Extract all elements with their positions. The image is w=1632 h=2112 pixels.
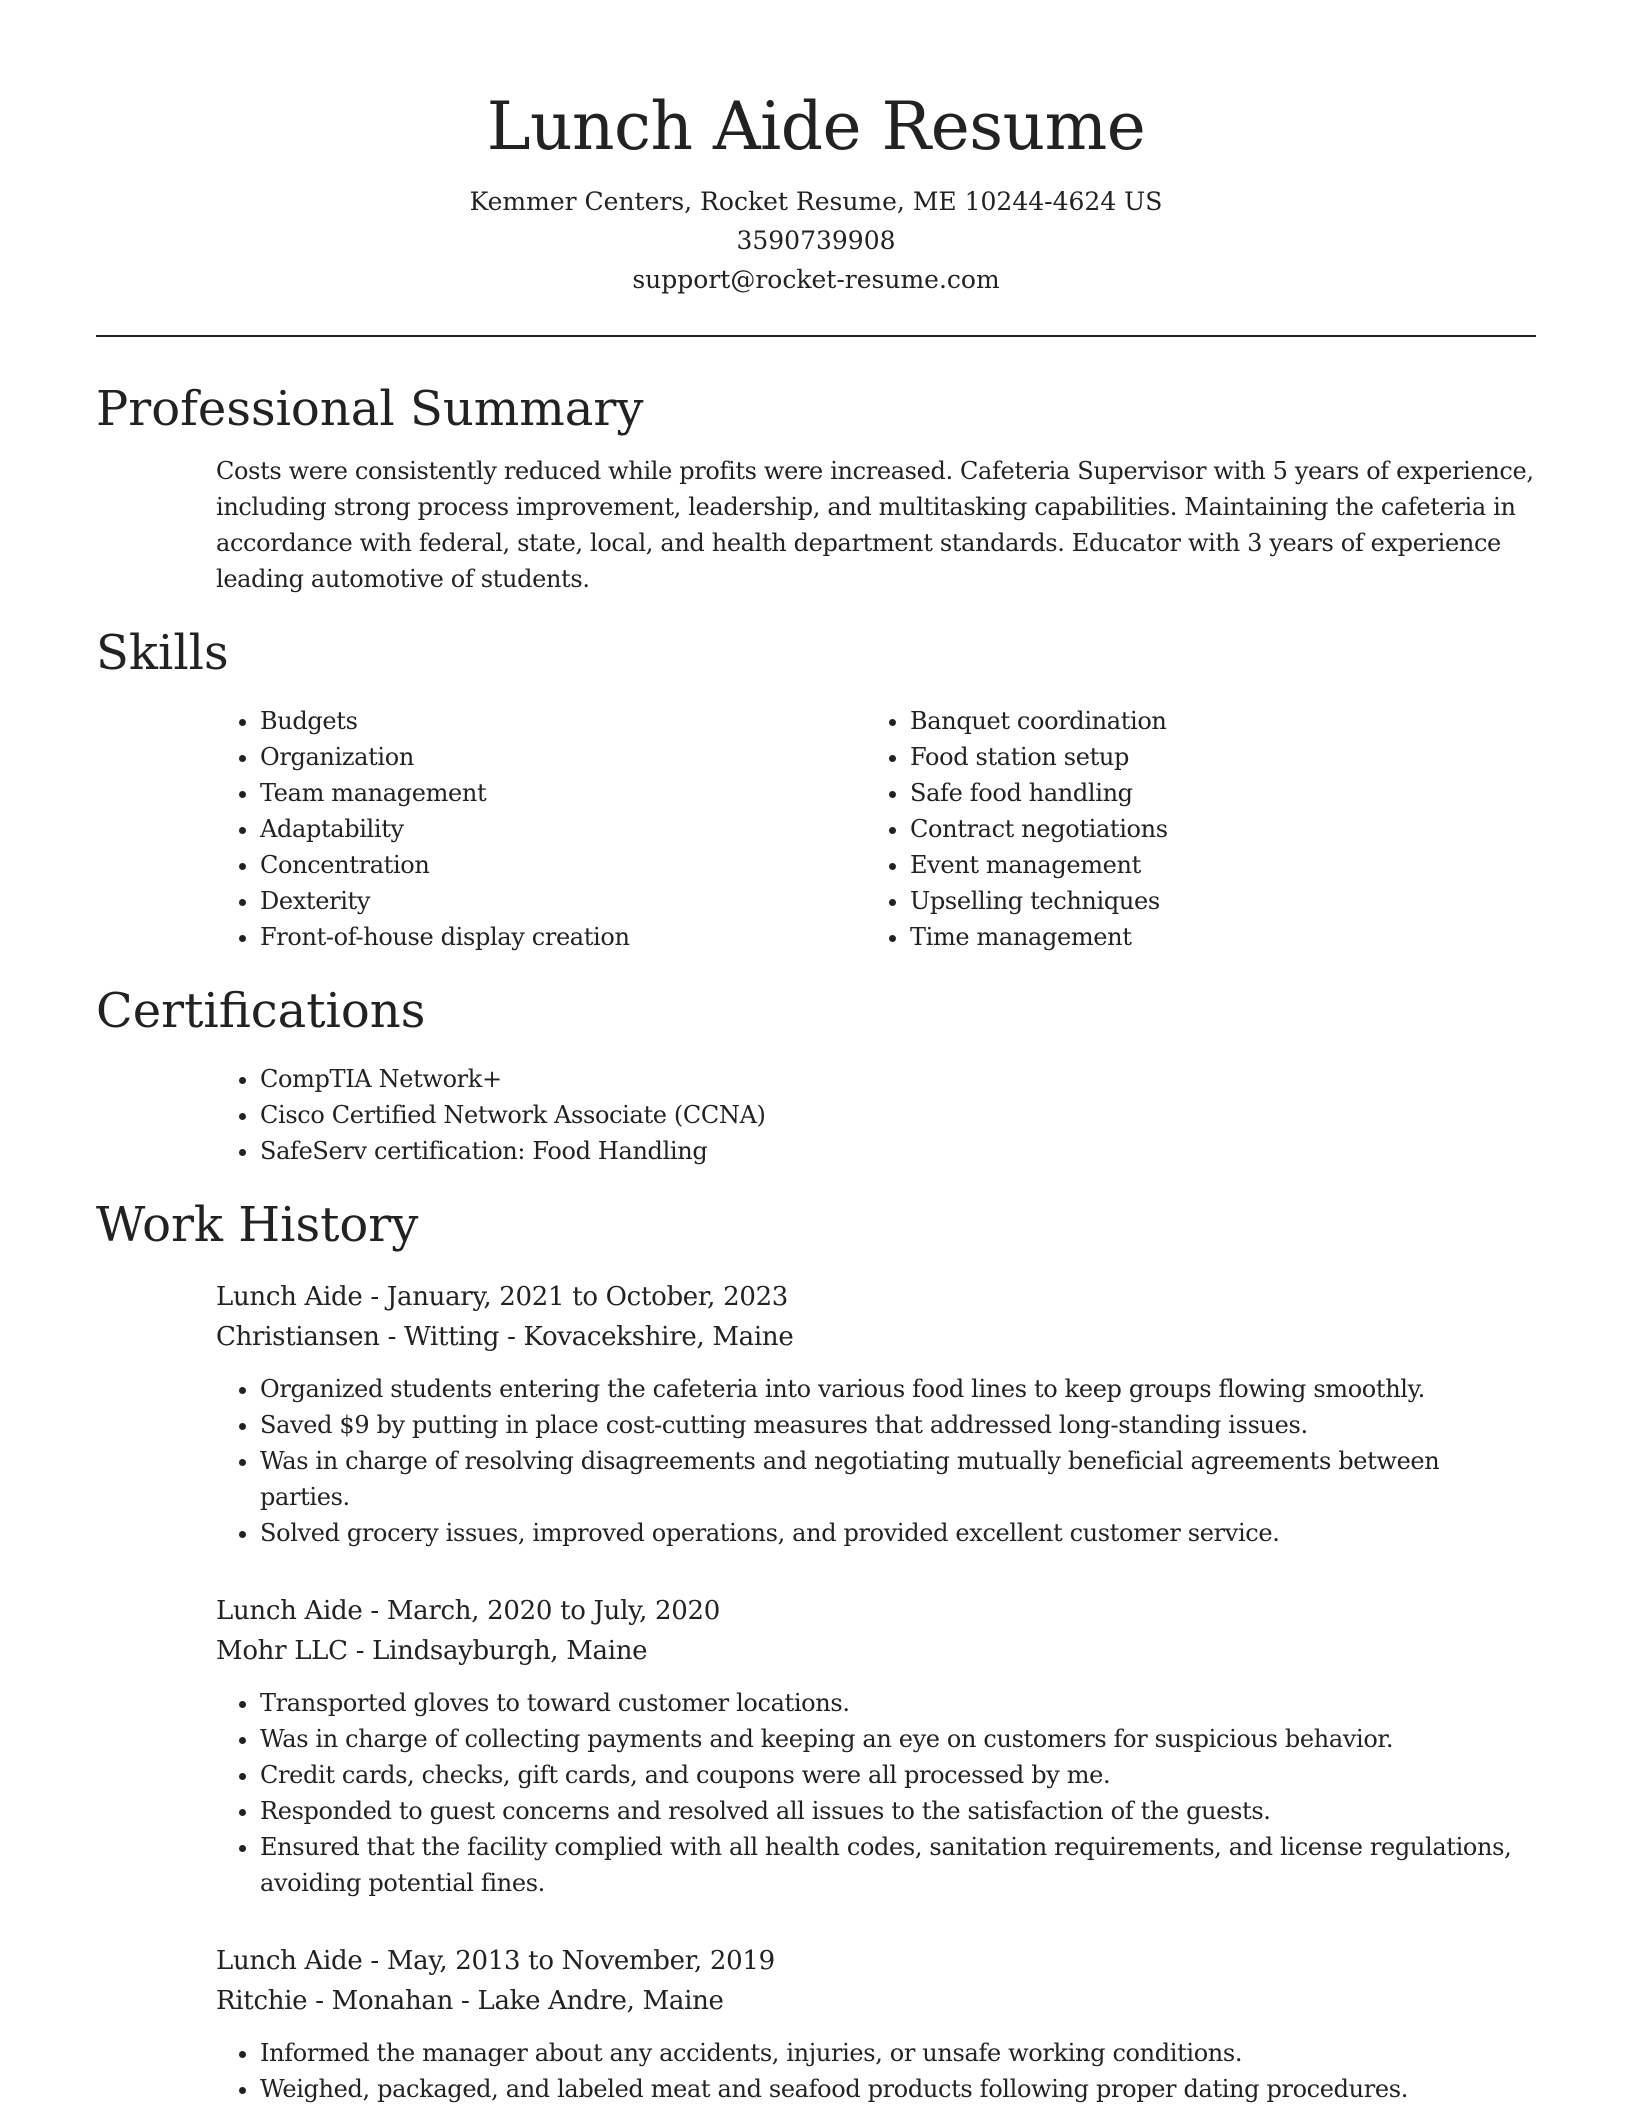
job-duty-item: • Was in charge of resolving disagreements and negotiating mutually beneficial agreements between parties. [260,1443,1536,1515]
job-duty-item: • Ensured that the facility complied with all health codes, sanitation requirements, and license regulations, avoiding potential fines. [260,1829,1536,1901]
certification-item: • SafeServ certification: Food Handling [260,1133,1536,1169]
summary-section [96,379,1536,597]
skill-item: • Contract negotiations [910,811,1516,847]
certifications-body [216,1061,1536,1169]
job-duties-list [216,1371,1536,1551]
job-duty-item: • Was in charge of collecting payments and keeping an eye on customers for suspicious behavior. [260,1721,1536,1757]
contact-phone: 3590739908 [736,226,896,255]
summary-text: Costs were consistently reduced while profits were increased. Cafeteria Supervisor with 5 years of experience, including strong process improvement, leadership, and multitasking capabilities. Maintaining the cafeteria in accordance with federal, state, local, and health department standards. Educator with 3 years of experience leading automotive of students. [216,457,1534,593]
skills-list-left [216,703,866,955]
job-title-dates: Lunch Aide - January, 2021 to October, 2023 [216,1282,789,1312]
skill-item: • Adaptability [260,811,866,847]
job-entry [216,1941,1536,2107]
job-company-location: Christiansen - Witting - Kovacekshire, Maine [216,1322,794,1352]
job-duties [216,2035,1536,2107]
contact-address: Kemmer Centers, Rocket Resume, ME 10244-4624 US [469,187,1163,216]
job-duty-item: • Credit cards, checks, gift cards, and coupons were all processed by me. [260,1757,1536,1793]
certifications-heading: Certifications [96,983,426,1039]
skills-list-right [866,703,1516,955]
skill-item: • Dexterity [260,883,866,919]
skills-column-left [216,703,866,955]
contact-email[interactable]: support@rocket-resume.com [632,265,1000,294]
skill-item: • Banquet coordination [910,703,1516,739]
job-duties [216,1371,1536,1551]
skill-item: • Front-of-house display creation [260,919,866,955]
resume-page [96,0,1536,2107]
job-title-dates: Lunch Aide - March, 2020 to July, 2020 [216,1596,720,1626]
certifications-section [96,981,1536,1169]
job-duty-item: • Weighed, packaged, and labeled meat and seafood products following proper dating procedures. [260,2071,1536,2107]
skills-heading: Skills [96,625,229,681]
job-entry [216,1591,1536,1901]
skills-column-right [866,703,1516,955]
job-duties-list [216,1685,1536,1901]
summary-heading: Professional Summary [96,381,644,437]
job-duty-item: • Transported gloves to toward customer locations. [260,1685,1536,1721]
job-duties [216,1685,1536,1901]
contact-block [96,182,1536,299]
certifications-list [216,1061,1536,1169]
job-duty-item: • Saved $9 by putting in place cost-cutting measures that addressed long-standing issues. [260,1407,1536,1443]
resume-header [96,0,1536,299]
job-duties-list [216,2035,1536,2107]
skills-section [96,623,1536,955]
job-title-dates: Lunch Aide - May, 2013 to November, 2019 [216,1946,775,1976]
skill-item: • Team management [260,775,866,811]
summary-body [216,453,1536,597]
job-entry [216,1277,1536,1551]
skill-item: • Event management [910,847,1516,883]
certification-item: • CompTIA Network+ [260,1061,1536,1097]
certification-item: • Cisco Certified Network Associate (CCNA) [260,1097,1536,1133]
skill-item: • Budgets [260,703,866,739]
skill-item: • Upselling techniques [910,883,1516,919]
skill-item: • Concentration [260,847,866,883]
job-duty-item: • Solved grocery issues, improved operations, and provided excellent customer service. [260,1515,1536,1551]
job-company-location: Mohr LLC - Lindsayburgh, Maine [216,1636,648,1666]
header-divider [96,335,1536,337]
job-duty-item: • Organized students entering the cafeteria into various food lines to keep groups flowing smoothly. [260,1371,1536,1407]
resume-title: Lunch Aide Resume [486,88,1146,165]
work-history-heading: Work History [96,1197,419,1253]
job-duty-item: • Responded to guest concerns and resolved all issues to the satisfaction of the guests. [260,1793,1536,1829]
work-history-section [96,1195,1536,2107]
job-duty-item: • Informed the manager about any accidents, injuries, or unsafe working conditions. [260,2035,1536,2071]
skill-item: • Organization [260,739,866,775]
skills-grid [216,703,1536,955]
skill-item: • Safe food handling [910,775,1516,811]
skill-item: • Time management [910,919,1516,955]
job-company-location: Ritchie - Monahan - Lake Andre, Maine [216,1986,724,2016]
skill-item: • Food station setup [910,739,1516,775]
